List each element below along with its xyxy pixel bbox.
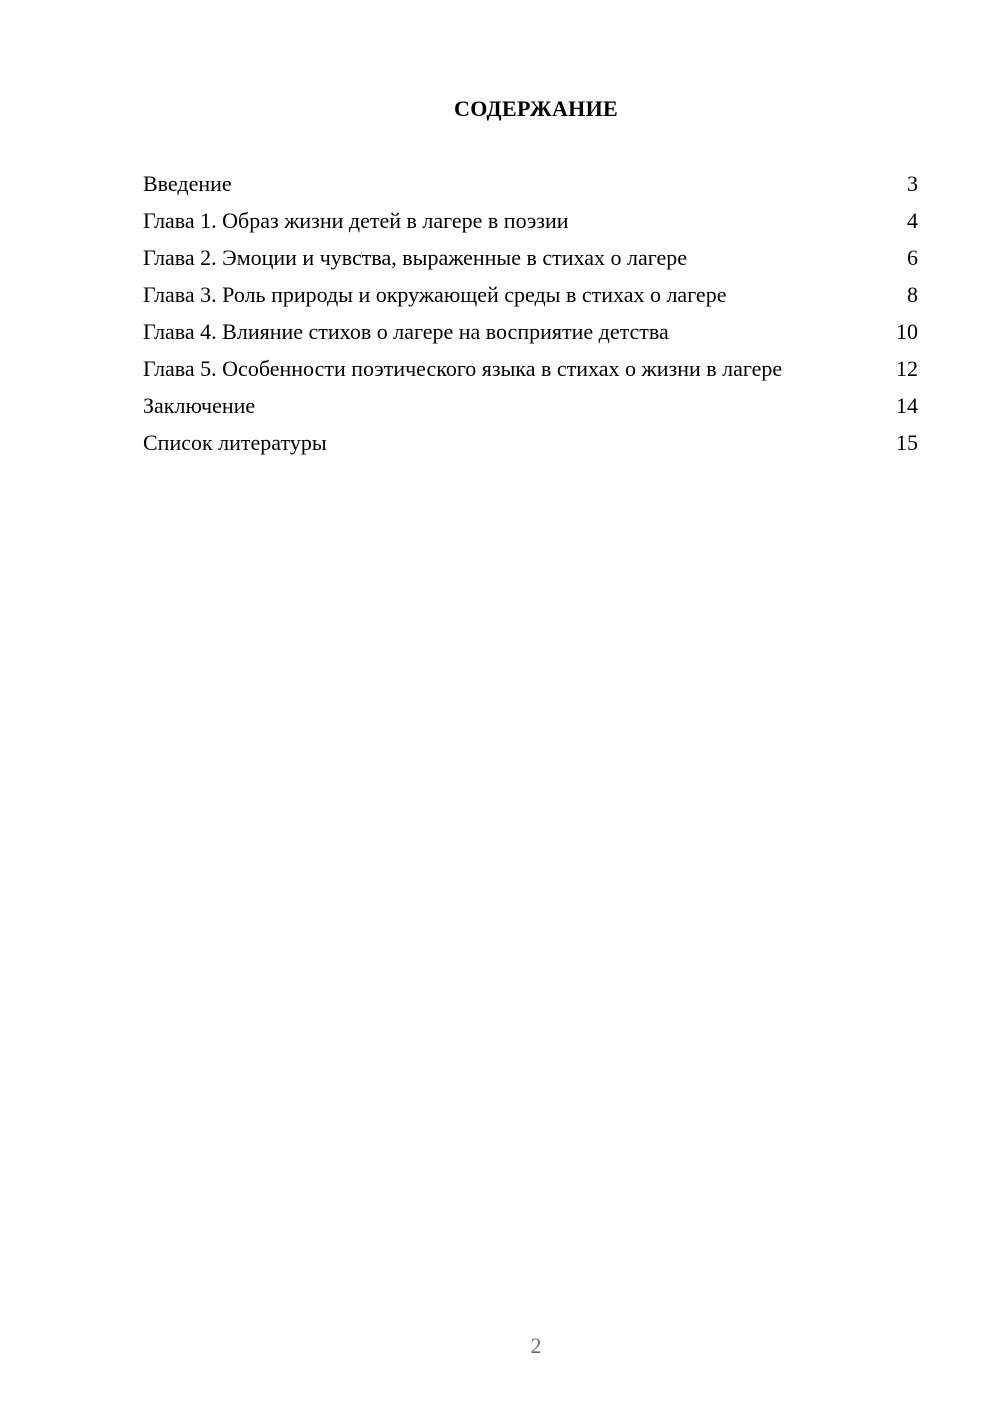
toc-entry-label: Глава 5. Особенности поэтического языка в стихах о жизни в лагере	[143, 356, 783, 381]
toc-entry-label: Глава 3. Роль природы и окружающей среды в стихах о лагере	[143, 282, 727, 307]
toc-entry-references[interactable]	[143, 428, 918, 457]
toc-title: СОДЕРЖАНИЕ	[454, 96, 618, 121]
toc-entry-page: 14	[896, 393, 918, 418]
toc-entry-label: Введение	[143, 171, 232, 196]
toc-entry-label: Глава 1. Образ жизни детей в лагере в поэзии	[143, 208, 569, 233]
toc-entry-conclusion[interactable]	[143, 391, 918, 420]
toc-entry-page: 4	[907, 208, 918, 233]
toc-entry-page: 15	[896, 430, 918, 455]
toc-entry-page: 12	[896, 356, 918, 381]
toc-entry-page: 3	[907, 171, 918, 196]
toc-entry-chapter-2[interactable]	[143, 243, 918, 272]
toc-entry-page: 6	[907, 245, 918, 270]
toc-entry-chapter-5[interactable]	[143, 354, 918, 383]
toc-entry-chapter-4[interactable]	[143, 317, 918, 346]
toc-entry-chapter-1[interactable]	[143, 206, 918, 235]
toc-entry-label: Глава 2. Эмоции и чувства, выраженные в стихах о лагере	[143, 245, 687, 270]
toc-entry-label: Заключение	[143, 393, 256, 418]
toc-entry-page: 10	[896, 319, 918, 344]
toc-entry-introduction[interactable]	[143, 169, 918, 198]
page-number: 2	[530, 1333, 542, 1358]
toc-entry-label: Глава 4. Влияние стихов о лагере на восприятие детства	[143, 319, 669, 344]
toc-entry-chapter-3[interactable]	[143, 280, 918, 309]
toc-entry-page: 8	[907, 282, 918, 307]
toc-entry-label: Список литературы	[143, 430, 327, 455]
table-of-contents	[143, 169, 918, 465]
